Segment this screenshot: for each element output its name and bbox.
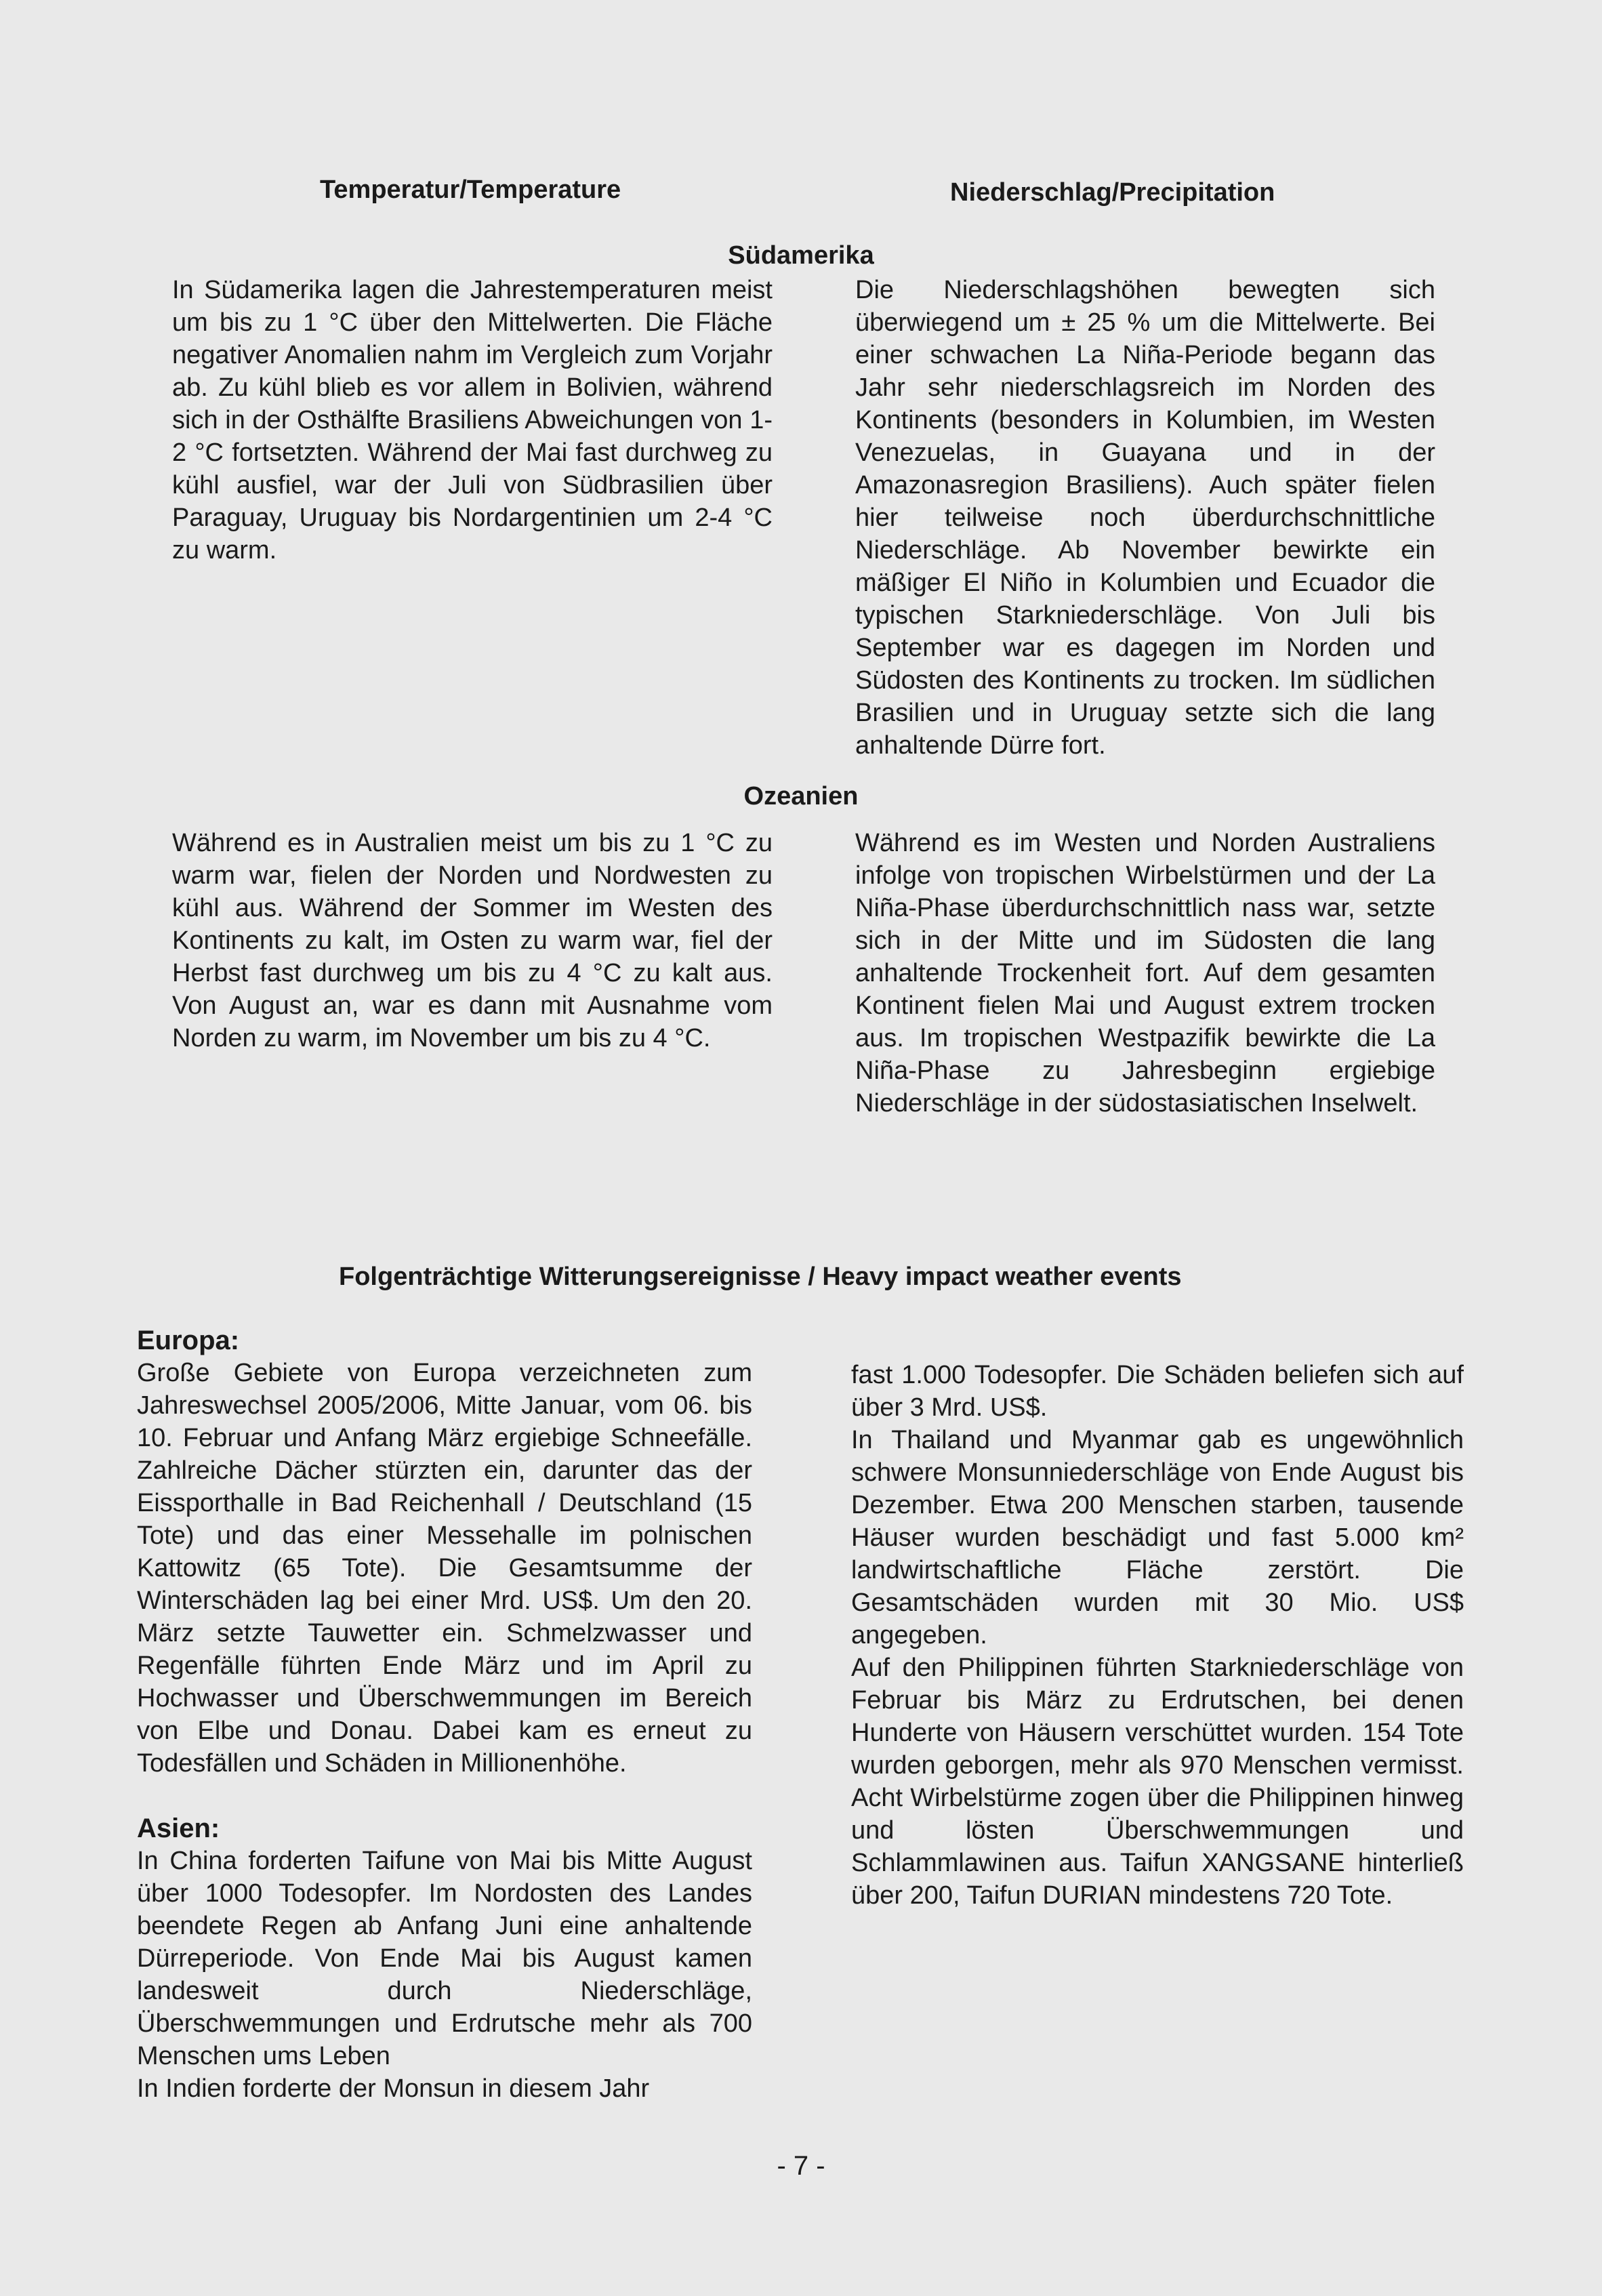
- temperature-column-heading: Temperatur/Temperature: [320, 176, 621, 204]
- events-section-title: Folgenträchtige Witterungsereignisse / Heavy impact weather events: [339, 1263, 1182, 1291]
- europa-paragraph: Große Gebiete von Europa verzeichneten zum Jahreswechsel 2005/2006, Mitte Januar, vom 06. bis 10. Februar und Anfang März ergiebige Schneefälle. Zahlreiche Dächer stürzten ein, darunter das der Eissporthalle in Bad Reichenhall / Deutschland (15 Tote) und das einer Messehalle im polnischen Kattowitz (65 Tote). Die Gesamtsumme der Winterschäden lag bei einer Mrd. US$. Um den 20. März setzte Tauwetter ein. Schmelzwasser und Regenfälle führten Ende März und im April zu Hochwasser und Überschwemmungen im Bereich von Elbe und Donau. Dabei kam es erneut zu Todesfällen und Schäden in Millionenhöhe.: [137, 1359, 752, 1778]
- paragraph: In Südamerika lagen die Jahrestemperaturen meist um bis zu 1 °C über den Mittelwerten. Die Fläche negativer Anomalien nahm im Vergleich zum Vorjahr ab. Zu kühl blieb es vor allem in Bolivien, während sich in der Osthälfte Brasiliens Abweichungen von 1-2 °C fortsetzten. Während der Mai fast durchweg zu kühl ausfiel, war der Juli von Südbrasilien über Paraguay, Uruguay bis Nordargentinien um 2-4 °C zu warm.: [172, 276, 773, 565]
- ozeanien-precipitation-text: [855, 827, 1435, 1120]
- events-right-column: [851, 1359, 1464, 1912]
- asien-paragraph: In China forderten Taifune von Mai bis Mitte August über 1000 Todesopfer. Im Nordosten des Landes beendete Regen ab Anfang Juni eine anhaltende Dürreperiode. Von Ende Mai bis August kamen landesweit durch Niederschläge, Überschwemmungen und Erdrutsche mehr als 700 Menschen ums Leben: [137, 1847, 752, 2070]
- philippinen-paragraph: Auf den Philippinen führten Starkniederschläge von Februar bis März zu Erdrutschen, bei denen Hunderte von Häusern verschüttet wurden. 154 Tote wurden geborgen, mehr als 970 Menschen vermisst. Acht Wirbelstürme zogen über die Philippinen hinweg und lösten Überschwemmungen und Schlammlawinen aus. Taifun XANGSANE hinterließ über 200, Taifun DURIAN mindestens 720 Tote.: [851, 1654, 1464, 1910]
- paragraph: Während es in Australien meist um bis zu 1 °C zu warm war, fielen der Norden und Nordwesten zu kühl aus. Während der Sommer im Westen des Kontinents zu kalt, im Osten zu warm war, fiel der Herbst fast durchweg um bis zu 4 °C zu kalt aus. Von August an, war es dann mit Ausnahme vom Norden zu warm, im November um bis zu 4 °C.: [172, 829, 773, 1052]
- page-number: - 7 -: [777, 2151, 825, 2181]
- thailand-paragraph: In Thailand und Myanmar gab es ungewöhnlich schwere Monsunniederschläge von Ende August bis Dezember. Etwa 200 Menschen starben, tausende Häuser wurden beschädigt und fast 5.000 km² landwirtschaftliche Fläche zerstört. Die Gesamtschäden wurden mit 30 Mio. US$ angegeben.: [851, 1426, 1464, 1649]
- events-left-column: [137, 1324, 752, 2105]
- sudamerika-temperature-text: [172, 274, 773, 567]
- sudamerika-precipitation-text: [855, 274, 1435, 762]
- paragraph: Während es im Westen und Norden Australiens infolge von tropischen Wirbelstürmen und der La Niña-Phase überdurchschnittlich nass war, setzte sich in der Mitte und im Südosten die lang anhaltende Trockenheit fort. Auf dem gesamten Kontinent fielen Mai und August extrem trocken aus. Im tropischen Westpazifik bewirkte die La Niña-Phase zu Jahresbeginn ergiebige Niederschläge in der südostasiatischen Inselwelt.: [855, 829, 1435, 1118]
- europa-heading: Europa:: [137, 1326, 240, 1355]
- indien-paragraph-continued: fast 1.000 Todesopfer. Die Schäden beliefen sich auf über 3 Mrd. US$.: [851, 1361, 1464, 1422]
- asien-heading: Asien:: [137, 1813, 220, 1843]
- precipitation-column-heading: Niederschlag/Precipitation: [950, 178, 1275, 207]
- section-title-sudamerika: Südamerika: [728, 241, 874, 270]
- ozeanien-temperature-text: [172, 827, 773, 1054]
- indien-paragraph-start: In Indien forderte der Monsun in diesem Jahr: [137, 2074, 650, 2103]
- section-title-ozeanien: Ozeanien: [743, 782, 859, 811]
- paragraph: Die Niederschlagshöhen bewegten sich überwiegend um ± 25 % um die Mittelwerte. Bei einer schwachen La Niña-Periode begann das Jahr sehr niederschlagsreich im Norden des Kontinents (besonders in Kolumbien, im Westen Venezuelas, in Guayana und in der Amazonasregion Brasiliens). Auch später fielen hier teilweise noch überdurchschnittliche Niederschläge. Ab November bewirkte ein mäßiger El Niño in Kolumbien und Ecuador die typischen Starkniederschläge. Von Juli bis September war es dagegen im Norden und Südosten des Kontinents zu trocken. Im südlichen Brasilien und in Uruguay setzte sich die lang anhaltende Dürre fort.: [855, 276, 1435, 760]
